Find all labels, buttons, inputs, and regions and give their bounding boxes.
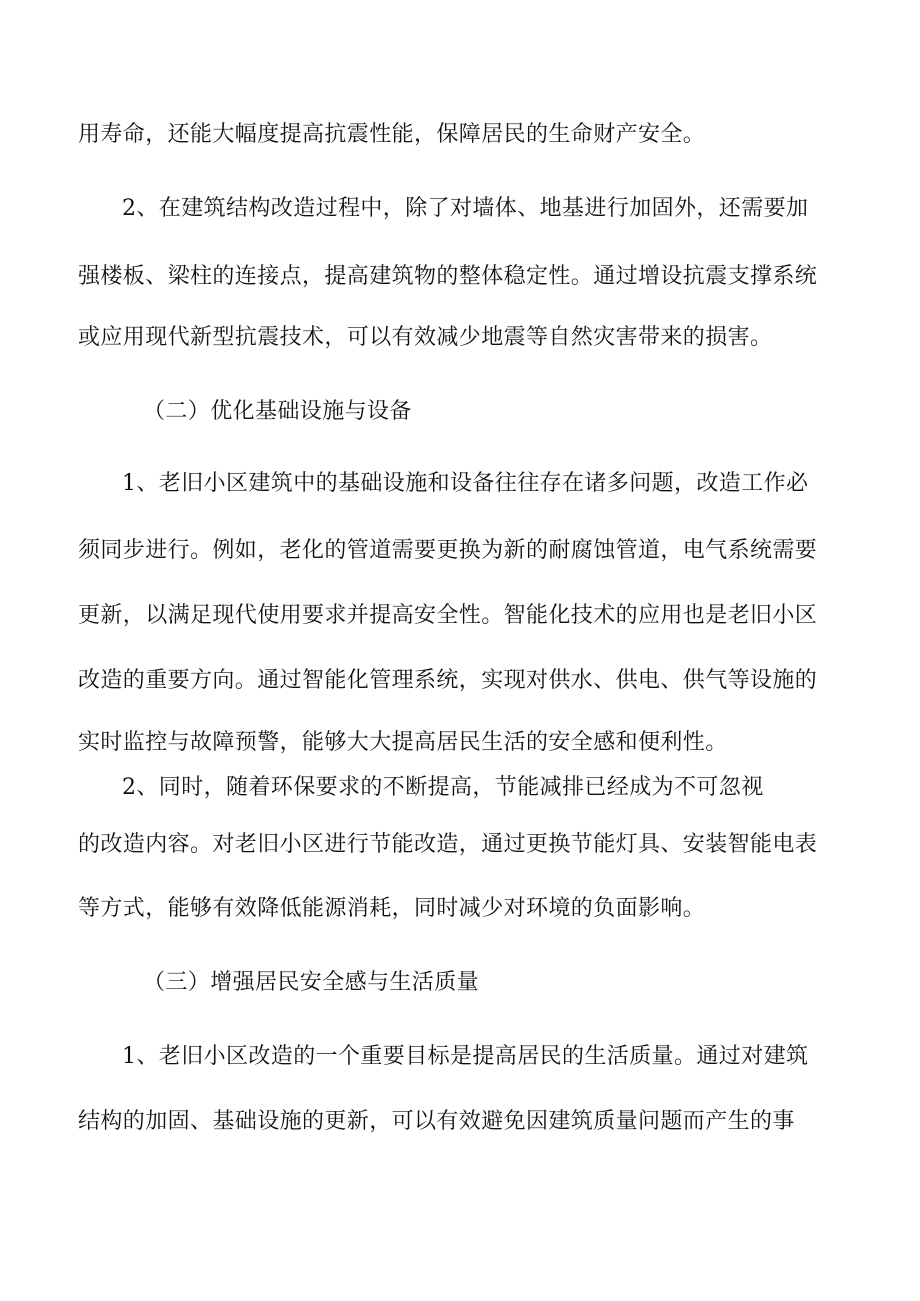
paragraph-line: 的改造内容。对老旧小区进行节能改造，通过更换节能灯具、安装智能电表 (78, 832, 818, 857)
paragraph-line: 2、同时，随着环保要求的不断提高，节能减排已经成为不可忽视 (122, 775, 764, 800)
section-heading: （三）增强居民安全感与生活质量 (143, 970, 480, 995)
paragraph-line: 更新，以满足现代使用要求并提高安全性。智能化技术的应用也是老旧小区 (78, 603, 818, 628)
paragraph-line: 或应用现代新型抗震技术，可以有效减少地震等自然灾害带来的损害。 (78, 325, 773, 350)
paragraph-line: 须同步进行。例如，老化的管道需要更换为新的耐腐蚀管道，电气系统需要 (78, 538, 818, 563)
paragraph-line: 用寿命，还能大幅度提高抗震性能，保障居民的生命财产安全。 (78, 122, 706, 147)
paragraph-line: 实时监控与故障预警，能够大大提高居民生活的安全感和便利性。 (78, 730, 728, 755)
paragraph-line: 等方式，能够有效降低能源消耗，同时减少对环境的负面影响。 (78, 896, 706, 921)
paragraph-line: 2、在建筑结构改造过程中，除了对墙体、地基进行加固外，还需要加 (122, 196, 809, 221)
section-heading: （二）优化基础设施与设备 (143, 399, 412, 424)
paragraph-line: 强楼板、梁柱的连接点，提高建筑物的整体稳定性。通过增设抗震支撑系统 (78, 264, 818, 289)
paragraph-line: 结构的加固、基础设施的更新，可以有效避免因建筑质量问题而产生的事 (78, 1109, 795, 1134)
paragraph-line: 1、老旧小区改造的一个重要目标是提高居民的生活质量。通过对建筑 (122, 1044, 809, 1069)
paragraph-line: 1、老旧小区建筑中的基础设施和设备往往存在诸多问题，改造工作必 (122, 471, 809, 496)
paragraph-line: 改造的重要方向。通过智能化管理系统，实现对供水、供电、供气等设施的 (78, 668, 818, 693)
